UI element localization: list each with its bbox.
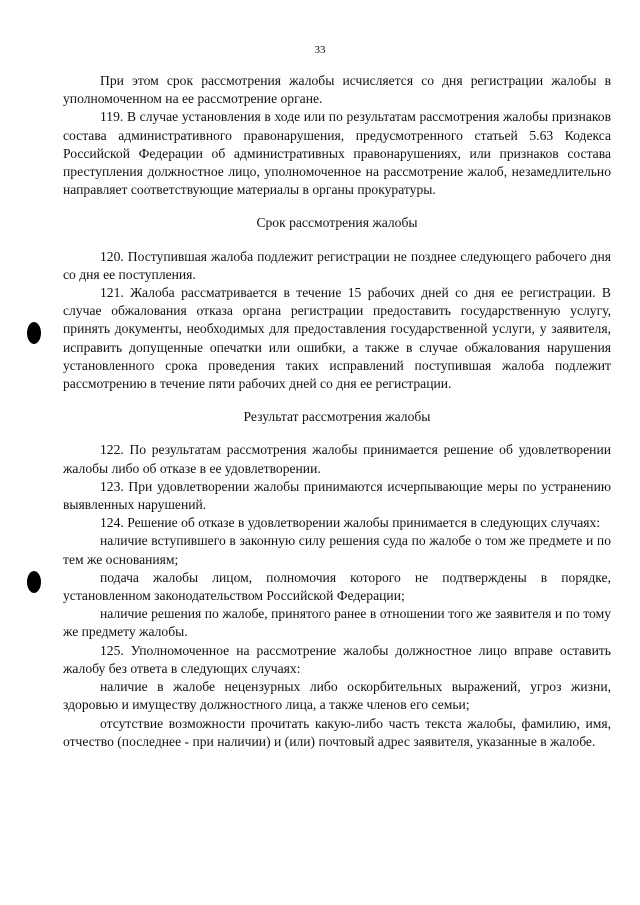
paragraph: 123. При удовлетворении жалобы принимаются исчерпывающие меры по устранению выявленных нарушений. bbox=[63, 478, 611, 513]
paragraph: подача жалобы лицом, полномочия которого не подтверждены в порядке, установленном законодательством Российской Федерации; bbox=[63, 569, 611, 604]
punch-hole-mark bbox=[27, 322, 41, 344]
paragraph: 121. Жалоба рассматривается в течение 15 рабочих дней со дня ее регистрации. В случае обжалования отказа органа регистрации предоставить государственную услугу, принять документы, необходимых для предоставления государственной услуги, у заявителя, исправить допущенные опечатки или ошибки, а также в случае обжалования нарушения установленного срока проведения таких исправлений поступившая жалоба подлежит рассмотрению в течение пяти рабочих дней со дня ее регистрации. bbox=[63, 285, 611, 392]
paragraph: 122. По результатам рассмотрения жалобы принимается решение об удовлетворении жалобы либо об отказе в ее удовлетворении. bbox=[63, 442, 611, 476]
paragraph: 120. Поступившая жалоба подлежит регистрации не позднее следующего рабочего дня со дня ее поступления. bbox=[63, 248, 611, 282]
punch-hole-mark bbox=[27, 571, 41, 593]
paragraph: наличие решения по жалобе, принятого ранее в отношении того же заявителя и по тому же предмету жалобы. bbox=[63, 606, 611, 640]
paragraph: отсутствие возможности прочитать какую-либо часть текста жалобы, фамилию, имя, отчество (последнее - при наличии) и (или) почтовый адрес заявителя, указанные в жалобе. bbox=[63, 715, 611, 749]
paragraph: 119. В случае установления в ходе или по результатам рассмотрения жалобы признаков состава административного правонарушения, предусмотренного статьей 5.63 Кодекса Российской Федерации об административных правонарушениях, или признаков состава преступления должностное лицо, уполномоченное на рассмотрение жалоб, незамедлительно направляет соответствующие материалы в органы прокуратуры. bbox=[63, 109, 611, 198]
paragraph: При этом срок рассмотрения жалобы исчисляется со дня регистрации жалобы в уполномоченном на ее рассмотрение органе. bbox=[63, 73, 611, 107]
section-heading: Срок рассмотрения жалобы bbox=[256, 215, 418, 231]
page-number: 33 bbox=[314, 44, 326, 56]
section-heading: Результат рассмотрения жалобы bbox=[243, 409, 431, 425]
paragraph: наличие вступившего в законную силу решения суда по жалобе о том же предмете и по тем же основаниям; bbox=[63, 533, 611, 567]
paragraph: 125. Уполномоченное на рассмотрение жалобы должностное лицо вправе оставить жалобу без ответа в следующих случаях: bbox=[63, 642, 611, 676]
document-body bbox=[63, 72, 611, 751]
paragraph: наличие в жалобе нецензурных либо оскорбительных выражений, угроз жизни, здоровью и имуществу должностного лица, а также членов его семьи; bbox=[63, 679, 611, 713]
paragraph: 124. Решение об отказе в удовлетворении жалобы принимается в следующих случаях: bbox=[100, 515, 601, 531]
